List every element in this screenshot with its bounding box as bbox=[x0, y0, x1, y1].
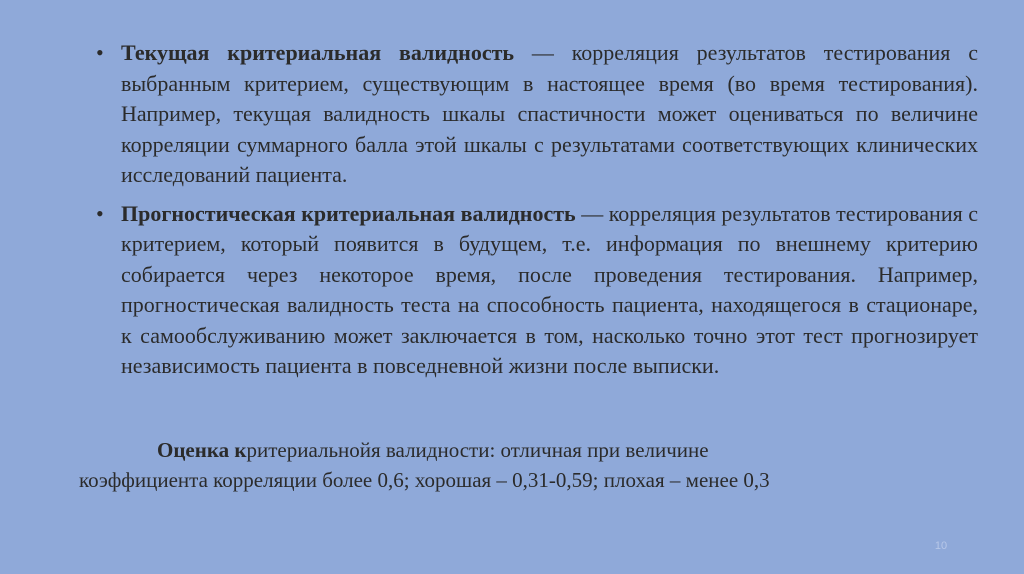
summary-line-1-text: ритериальнойя валидности: отличная при величине bbox=[246, 438, 709, 462]
summary-bold-word: Оценка к bbox=[157, 438, 247, 462]
bullet-marker: • bbox=[96, 200, 104, 226]
summary-line-1 bbox=[70, 435, 950, 465]
definition-current-validity: — корреляция результатов тестирования с выбранным критерием, существующим в настоящее время (во время тестирования). Например, текущая валидность шкалы спастичности может оцениваться по величине корреляции суммарного балла этой шкалы с результатами соответствующих клинических исследований пациента. bbox=[121, 40, 978, 187]
bullet-list bbox=[96, 38, 978, 390]
bullet-predictive-validity bbox=[96, 199, 978, 382]
bullet-current-validity bbox=[96, 38, 978, 191]
summary-line-2: коэффициента корреляции более 0,6; хорошая – 0,31-0,59; плохая – менее 0,3 bbox=[79, 468, 770, 492]
bullet-marker: • bbox=[96, 40, 104, 65]
validity-assessment-summary bbox=[70, 435, 950, 495]
definition-predictive-validity: — корреляция результатов тестирования с критерием, который появится в будущем, т.е. информация по внешнему критерию собирается через некоторое время, после проведения тестирования. Например, прогностическая валидность теста на способность пациента, находящегося в стационаре, к самообслуживанию может заключается в том, насколько точно этот тест прогнозирует независимость пациента в повседневной жизни после выписки. bbox=[121, 200, 978, 378]
slide-number: 10 bbox=[934, 540, 948, 552]
term-predictive-validity: Прогностическая критериальная валидность bbox=[121, 200, 576, 226]
term-current-validity: Текущая критериальная валидность bbox=[121, 40, 515, 65]
